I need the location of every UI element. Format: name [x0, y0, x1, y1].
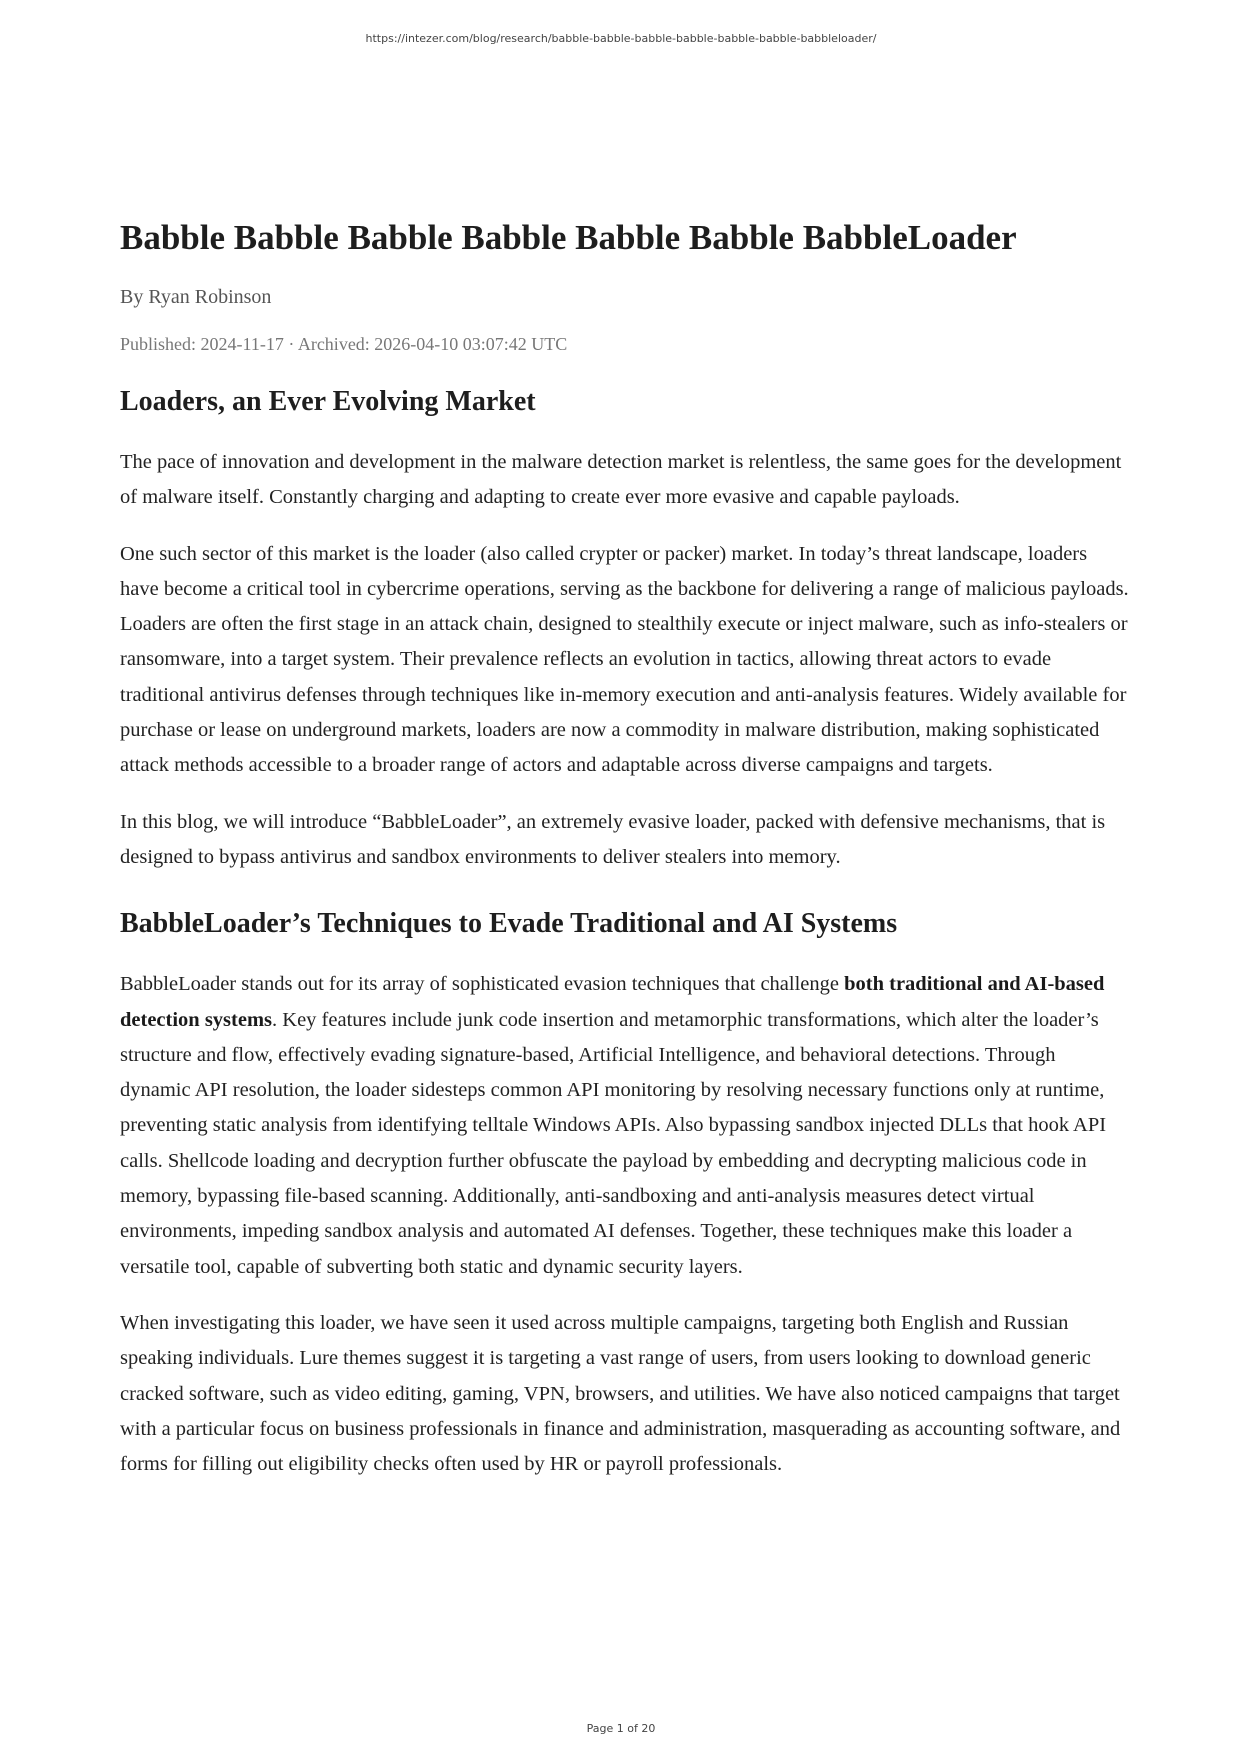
- paragraph-text: BabbleLoader stands out for its array of sophisticated evasion techniques that challenge: [120, 973, 845, 996]
- publication-meta: Published: 2024-11-17 · Archived: 2026-04-10 03:07:42 UTC: [120, 334, 568, 354]
- emphasis-text: both traditional and AI-based detection systems: [120, 973, 1105, 1031]
- paragraph: In this blog, we will introduce “BabbleLoader”, an extremely evasive loader, packed with defensive mechanisms, that is designed to bypass antivirus and sandbox environments to deliver stealers into memory.: [120, 810, 1106, 868]
- section-heading-loaders-market: Loaders, an Ever Evolving Market: [120, 386, 536, 417]
- article: [120, 213, 1130, 1503]
- page-url: https://intezer.com/blog/research/babble-babble-babble-babble-babble-babble-babbleloader/: [365, 32, 877, 45]
- paragraph: The pace of innovation and development in the malware detection market is relentless, the same goes for the development of malware itself. Constantly charging and adapting to create ever more evasive and capable payloads.: [120, 451, 1122, 509]
- author-byline: By Ryan Robinson: [120, 286, 272, 308]
- article-title: Babble Babble Babble Babble Babble Babble BabbleLoader: [120, 218, 1017, 257]
- paragraph: One such sector of this market is the loader (also called crypter or packer) market. In today’s threat landscape, loaders have become a critical tool in cybercrime operations, serving as the backbone for delivering a range of malicious payloads. Loaders are often the first stage in an attack chain, designed to stealthily execute or inject malware, such as info-stealers or ransomware, into a target system. Their prevalence reflects an evolution in tactics, allowing threat actors to evade traditional antivirus defenses through techniques like in-memory execution and anti-analysis features. Widely available for purchase or lease on underground markets, loaders are now a commodity in malware distribution, making sophisticated attack methods accessible to a broader range of actors and adaptable across diverse campaigns and targets.: [120, 542, 1129, 777]
- paragraph: [120, 967, 1130, 1285]
- page-number: Page 1 of 20: [586, 1722, 656, 1735]
- paragraph: When investigating this loader, we have seen it used across multiple campaigns, targeting both English and Russian speaking individuals. Lure themes suggest it is targeting a vast range of users, from users looking to download generic cracked software, such as video editing, gaming, VPN, browsers, and utilities. We have also noticed campaigns that target with a particular focus on business professionals in finance and administration, masquerading as accounting software, and forms for filling out eligibility checks often used by HR or payroll professionals.: [120, 1311, 1121, 1476]
- section-heading-evasion-techniques: BabbleLoader’s Techniques to Evade Traditional and AI Systems: [120, 908, 898, 940]
- paragraph-text: . Key features include junk code insertion and metamorphic transformations, which alter the loader’s structure and flow, effectively evading signature-based, Artificial Intelligence, and behavioral detections. Through dynamic API resolution, the loader sidesteps common API monitoring by resolving necessary functions only at runtime, preventing static analysis from identifying telltale Windows APIs. Also bypassing sandbox injected DLLs that hook API calls. Shellcode loading and decryption further obfuscate the payload by embedding and decrypting malicious code in memory, bypassing file-based scanning. Additionally, anti-sandboxing and anti-analysis measures detect virtual environments, impeding sandbox analysis and automated AI defenses. Together, these techniques make this loader a versatile tool, capable of subverting both static and dynamic security layers.: [120, 1008, 1107, 1278]
